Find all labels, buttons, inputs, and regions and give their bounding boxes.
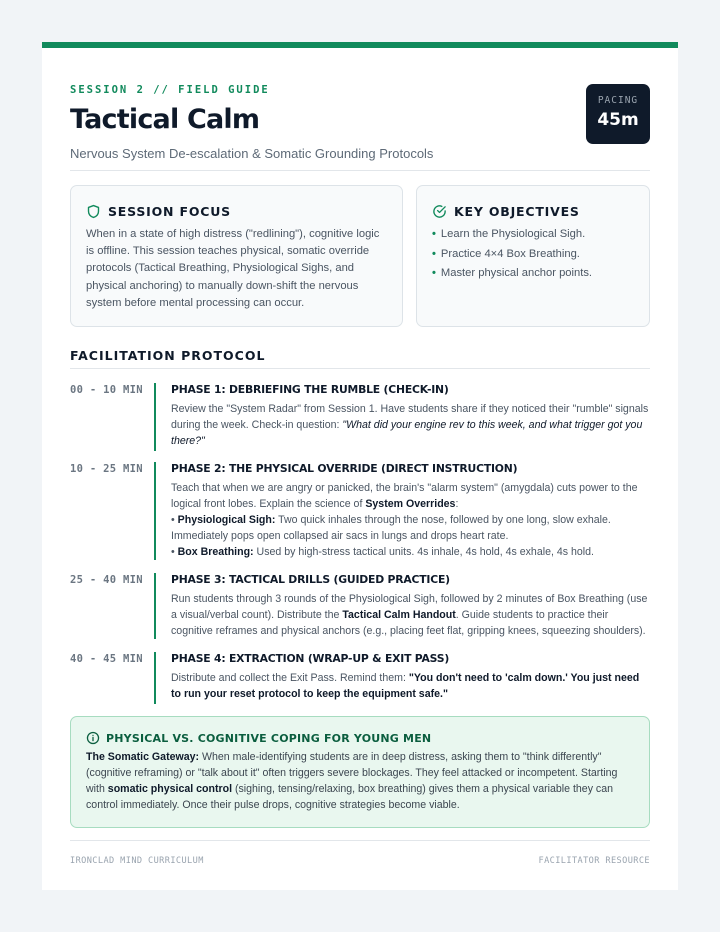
phase-title: PHASE 1: DEBRIEFING THE RUMBLE (CHECK-IN) xyxy=(171,383,449,396)
header xyxy=(70,84,650,170)
session-focus-body: When in a state of high distress ("redlining"), cognitive logic is offline. This session teaches physical, somatic override protocols (Tactical Breathing, Physiological Sighs, and physical anchoring) to manually down-shift the nervous system before mental processing can occur. xyxy=(86,228,380,309)
session-focus-title: SESSION FOCUS xyxy=(108,203,231,219)
phase-content xyxy=(171,383,650,449)
list-item xyxy=(432,245,592,265)
pacing-label: PACING xyxy=(597,95,639,106)
objective-text: Learn the Physiological Sigh. xyxy=(440,228,586,240)
phase-content xyxy=(171,462,650,560)
timeline-bar xyxy=(154,383,156,451)
phase-text: Run students through 3 rounds of the Physiological Sigh, followed by 2 minutes of Box Breathing (use a visual/verbal count). Distribute the xyxy=(171,593,648,621)
bullet-dot: • xyxy=(432,228,436,240)
footer-resource: FACILITATOR RESOURCE xyxy=(538,856,650,866)
callout-lead: The Somatic Gateway: xyxy=(86,751,200,763)
bullet-text: Two quick inhales through the nose, followed by one long, slow exhale. Immediately pops open collapsed air sacs in lungs and drops heart rate. xyxy=(171,514,611,542)
check-circle-icon xyxy=(432,204,447,219)
list-item xyxy=(432,225,592,245)
footer-divider xyxy=(70,840,650,841)
info-circle-icon xyxy=(86,731,100,745)
coping-callout xyxy=(70,716,650,828)
document-page xyxy=(42,42,678,890)
timeline-bar xyxy=(154,573,156,639)
shield-icon xyxy=(86,204,101,219)
pacing-value: 45m xyxy=(597,110,639,130)
bullet-dot: • xyxy=(432,247,436,260)
phase-text: Review the "System Radar" from Session 1. Have students share if they noticed their "rumble" signals during the week. Check-in question: xyxy=(171,403,649,431)
objectives-list xyxy=(432,225,592,284)
bullet-text: Used by high-stress tactical units. 4s inhale, 4s hold, 4s exhale, 4s hold. xyxy=(253,546,594,558)
phase-content xyxy=(171,573,650,639)
phase-time: 25 - 40 MIN xyxy=(70,574,143,586)
phase-time: 10 - 25 MIN xyxy=(70,463,143,475)
phase-title: PHASE 2: THE PHYSICAL OVERRIDE (DIRECT INSTRUCTION) xyxy=(171,462,518,475)
phase-time: 00 - 10 MIN xyxy=(70,384,143,396)
phase-emphasis: Tactical Calm Handout xyxy=(342,609,456,621)
session-focus-header xyxy=(86,202,231,220)
pacing-badge xyxy=(586,84,650,144)
callout-text: (sighing, tensing/relaxing, box breathing) gives them a physical variable they can control immediately. Once their pulse drops, cognitive strategies become viable. xyxy=(86,783,614,811)
phase-time: 40 - 45 MIN xyxy=(70,653,143,665)
phase-title: PHASE 4: EXTRACTION (WRAP-UP & EXIT PASS) xyxy=(171,652,450,665)
check-in-question: "What did your engine rev to this week, and what trigger got you there?" xyxy=(171,419,643,447)
phase-text: . Guide students to practice their cognitive reframes and physical anchors (e.g., placing feet flat, gripping knees, squeezing shoulders). xyxy=(171,609,646,637)
bullet-dot: • xyxy=(432,267,436,279)
footer-curriculum: IRONCLAD MIND CURRICULUM xyxy=(70,856,204,866)
list-item xyxy=(432,264,592,284)
phase-emphasis: "You don't need to 'calm down.' You just need to run your reset protocol to keep the equipment safe." xyxy=(171,672,640,700)
key-objectives-title: KEY OBJECTIVES xyxy=(454,203,580,219)
phase-body: Teach that when we are angry or panicked, the brain's "alarm system" (amygdala) cuts power to the logical front lobes. Explain the science of System Overrides: • Physiological Sigh: Two quick inhales through the nose, followed by one long, slow exhale. Immediately pops open collapsed air sacs in lungs and drops heart rate. • Box Breathing: Used by high-stress tactical units. 4s inhale, 4s hold, 4s exhale, 4s hold. xyxy=(171,482,638,558)
objective-text: Master physical anchor points. xyxy=(440,267,593,279)
phase-text: Teach that when we are angry or panicked, the brain's "alarm system" (amygdala) cuts power to the logical front lobes. Explain the science of xyxy=(171,482,638,510)
page-subtitle: Nervous System De-escalation & Somatic Grounding Protocols xyxy=(70,146,434,161)
header-divider xyxy=(70,170,650,171)
phase-body xyxy=(171,401,650,449)
section-divider xyxy=(70,368,650,369)
callout-header xyxy=(86,731,431,745)
phase-text: Distribute and collect the Exit Pass. Remind them: xyxy=(171,672,409,684)
page-title: Tactical Calm xyxy=(70,104,260,135)
phase-emphasis: System Overrides xyxy=(365,498,456,510)
phase-body xyxy=(171,591,650,639)
callout-body xyxy=(86,749,636,813)
callout-emphasis: somatic physical control xyxy=(107,783,233,795)
session-focus-card xyxy=(70,185,403,327)
timeline-bar xyxy=(154,652,156,704)
phase-text: : xyxy=(455,498,459,510)
bullet-label: Physiological Sigh: xyxy=(177,514,276,526)
session-eyebrow: SESSION 2 // FIELD GUIDE xyxy=(70,84,270,96)
callout-title: PHYSICAL VS. COGNITIVE COPING FOR YOUNG MEN xyxy=(106,731,432,745)
key-objectives-card xyxy=(416,185,650,327)
phase-body xyxy=(171,670,650,702)
key-objectives-header xyxy=(432,202,580,220)
bullet-label: Box Breathing: xyxy=(177,546,254,558)
objective-text: Practice 4×4 Box Breathing. xyxy=(440,247,580,260)
callout-text: When male-identifying students are in deep distress, asking them to "think differently" (cognitive reframing) or "talk about it" often triggers severe blockages. They feel attacked or incompetent. Starting with xyxy=(86,751,618,795)
phase-content xyxy=(171,652,650,702)
phase-title: PHASE 3: TACTICAL DRILLS (GUIDED PRACTICE) xyxy=(171,573,450,586)
facilitation-protocol-title: FACILITATION PROTOCOL xyxy=(70,348,266,363)
timeline-bar xyxy=(154,462,156,560)
